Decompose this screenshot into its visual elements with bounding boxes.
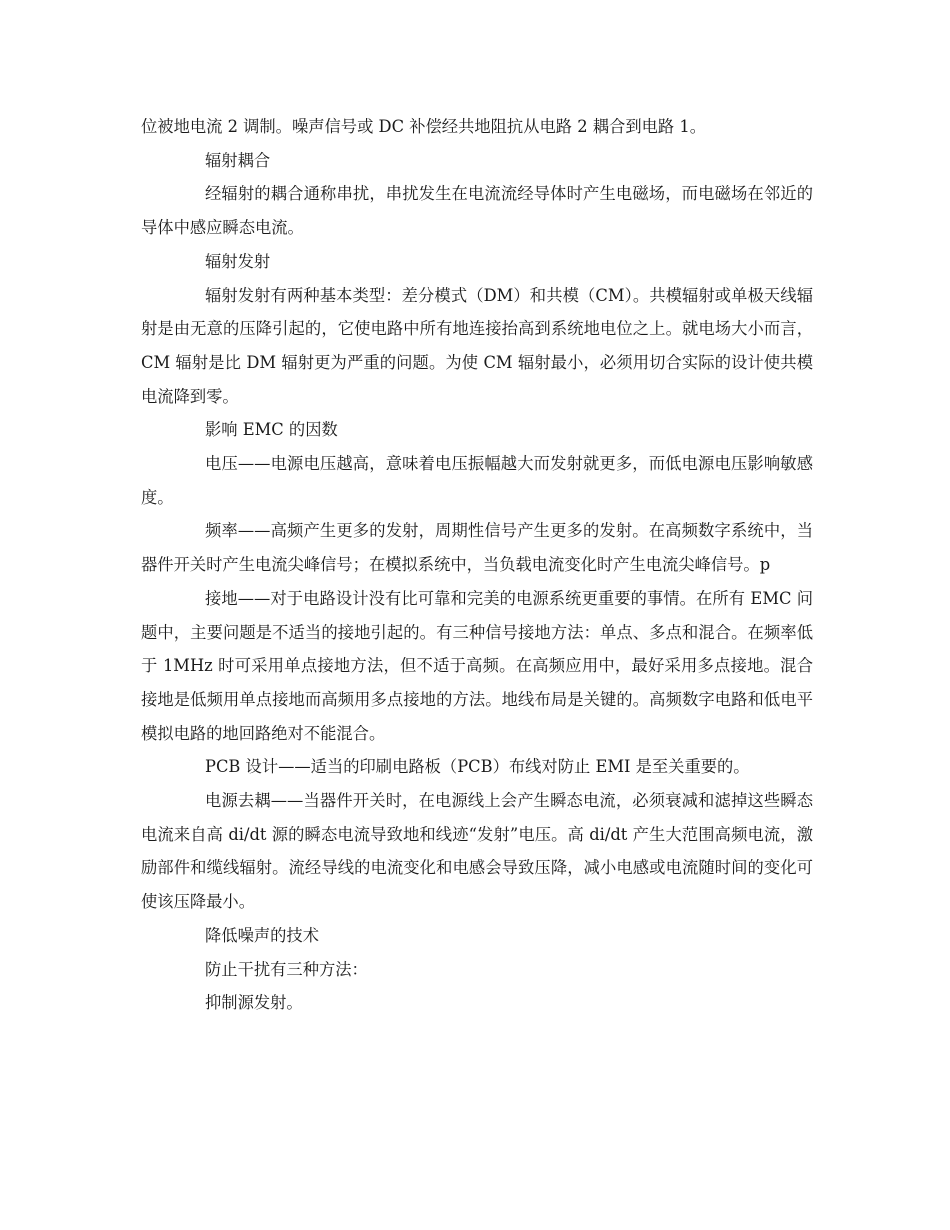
paragraph-suppress-source: 抑制源发射。 [205,993,303,1013]
paragraph-power-decoupling: 电源去耦——当器件开关时，在电源线上会产生瞬态电流，必须衰减和滤掉这些瞬态电流来自高 di/dt 源的瞬态电流导致地和线迹“发射”电压。高 di/dt 产生大范围高频电流，激励部件和缆线辐射。流经导线的电流变化和电感会导致压降，减小电感或电流随时间的变化可使该压降最小。 [141,791,813,912]
heading-emc-factors: 影响 EMC 的因数 [205,420,338,440]
paragraph-emission-types: 辐射发射有两种基本类型：差分模式（DM）和共模（CM）。共模辐射或单极天线辐射是由无意的压降引起的，它使电路中所有地连接抬高到系统地电位之上。就电场大小而言，CM 辐射是比 DM 辐射更为严重的问题。为使 CM 辐射最小，必须用切合实际的设计使共模电流降到零。 [141,285,813,406]
paragraph-three-methods: 防止干扰有三种方法： [205,959,368,979]
paragraph-grounding: 接地——对于电路设计没有比可靠和完美的电源系统更重要的事情。在所有 EMC 问题中，主要问题是不适当的接地引起的。有三种信号接地方法：单点、多点和混合。在频率低于 1MHz 时可采用单点接地方法，但不适于高频。在高频应用中，最好采用多点接地。混合接地是低频用单点接地而高频用多点接地的方法。地线布局是关键的。高频数字电路和低电平模拟电路的地回路绝对不能混合。 [141,588,813,743]
paragraph-continuation: 位被地电流 2 调制。噪声信号或 DC 补偿经共地阻抗从电路 2 耦合到电路 1。 [141,117,706,136]
paragraph-frequency: 频率——高频产生更多的发射，周期性信号产生更多的发射。在高频数字系统中，当器件开关时产生电流尖峰信号；在模拟系统中，当负载电流变化时产生电流尖峰信号。p [141,521,813,575]
heading-radiation-coupling: 辐射耦合 [205,150,271,170]
heading-radiated-emission: 辐射发射 [205,251,271,271]
paragraph-pcb-design: PCB 设计——适当的印刷电路板（PCB）布线对防止 EMI 是至关重要的。 [205,757,750,777]
heading-noise-reduction: 降低噪声的技术 [205,925,319,945]
paragraph-crosstalk: 经辐射的耦合通称串扰，串扰发生在电流流经导体时产生电磁场，而电磁场在邻近的导体中感应瞬态电流。 [141,184,813,238]
document-body [141,110,813,1020]
paragraph-voltage: 电压——电源电压越高，意味着电压振幅越大而发射就更多，而低电源电压影响敏感度。 [141,454,813,507]
